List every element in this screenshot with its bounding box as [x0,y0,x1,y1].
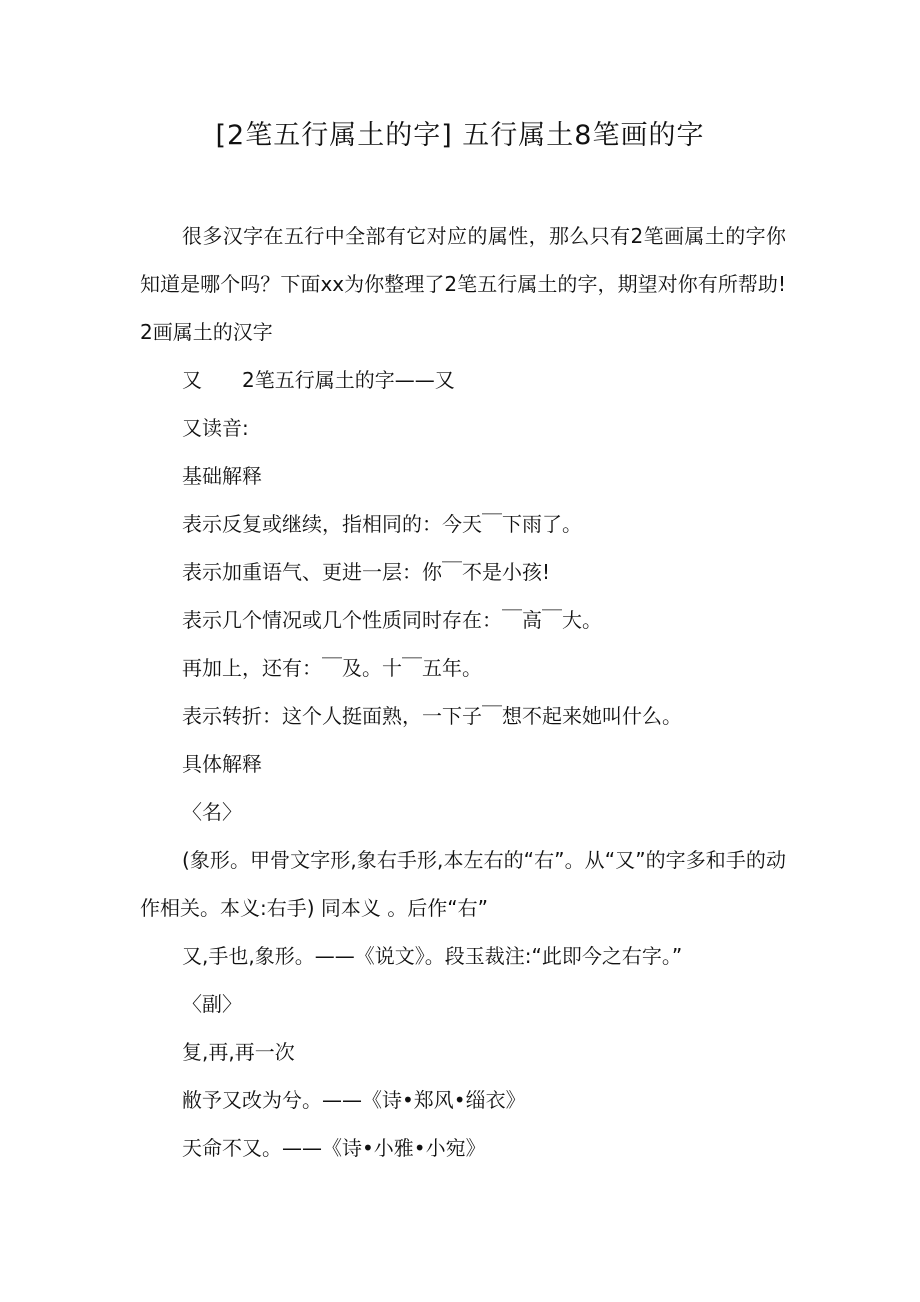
paragraph-quote-zhengfeng: 敝予又改为兮。——《诗•郑风•缁衣》 [182,1088,526,1112]
paragraph-pronunciation: 又读音: [182,416,249,440]
paragraph-quote-xiaoya: 天命不又。——《诗•小雅•小宛》 [182,1136,486,1160]
paragraph-definition-4: 再加上，还有：￣及。十￣五年。 [182,656,482,680]
paragraph-definition-3: 表示几个情况或几个性质同时存在：￣高￣大。 [182,608,602,632]
section-heading-detailed: 具体解释 [182,752,262,776]
paragraph-etymology: (象形。甲骨文字形,象右手形,本左右的“右”。从“又”的字多和手的动作相关。本义:右手) 同本义 。后作“右” [140,848,786,920]
part-of-speech-noun: 〈名〉 [182,800,242,824]
part-of-speech-adverb: 〈副〉 [182,992,242,1016]
paragraph-adverb-meaning: 复,再,再一次 [182,1040,295,1064]
paragraph-definition-5: 表示转折：这个人挺面熟，一下子￣想不起来她叫什么。 [182,704,682,728]
paragraph-quote-shuowen: 又,手也,象形。——《说文》。段玉裁注:“此即今之右字。” [182,944,683,968]
paragraph-definition-1: 表示反复或继续，指相同的：今天￣下雨了。 [182,512,582,536]
document-title: [2笔五行属土的字] 五行属土8笔画的字 [215,120,705,151]
paragraph-definition-2: 表示加重语气、更进一层：你￣不是小孩! [182,560,551,584]
section-heading-basic: 基础解释 [182,464,262,488]
paragraph-intro: 很多汉字在五行中全部有它对应的属性，那么只有2笔画属土的字你知道是哪个吗？下面xx为你整理了2笔五行属土的字，期望对你有所帮助! 2画属土的汉字 [140,224,826,344]
document-body [140,212,826,1172]
paragraph-character: 又 2笔五行属土的字——又 [182,368,455,392]
